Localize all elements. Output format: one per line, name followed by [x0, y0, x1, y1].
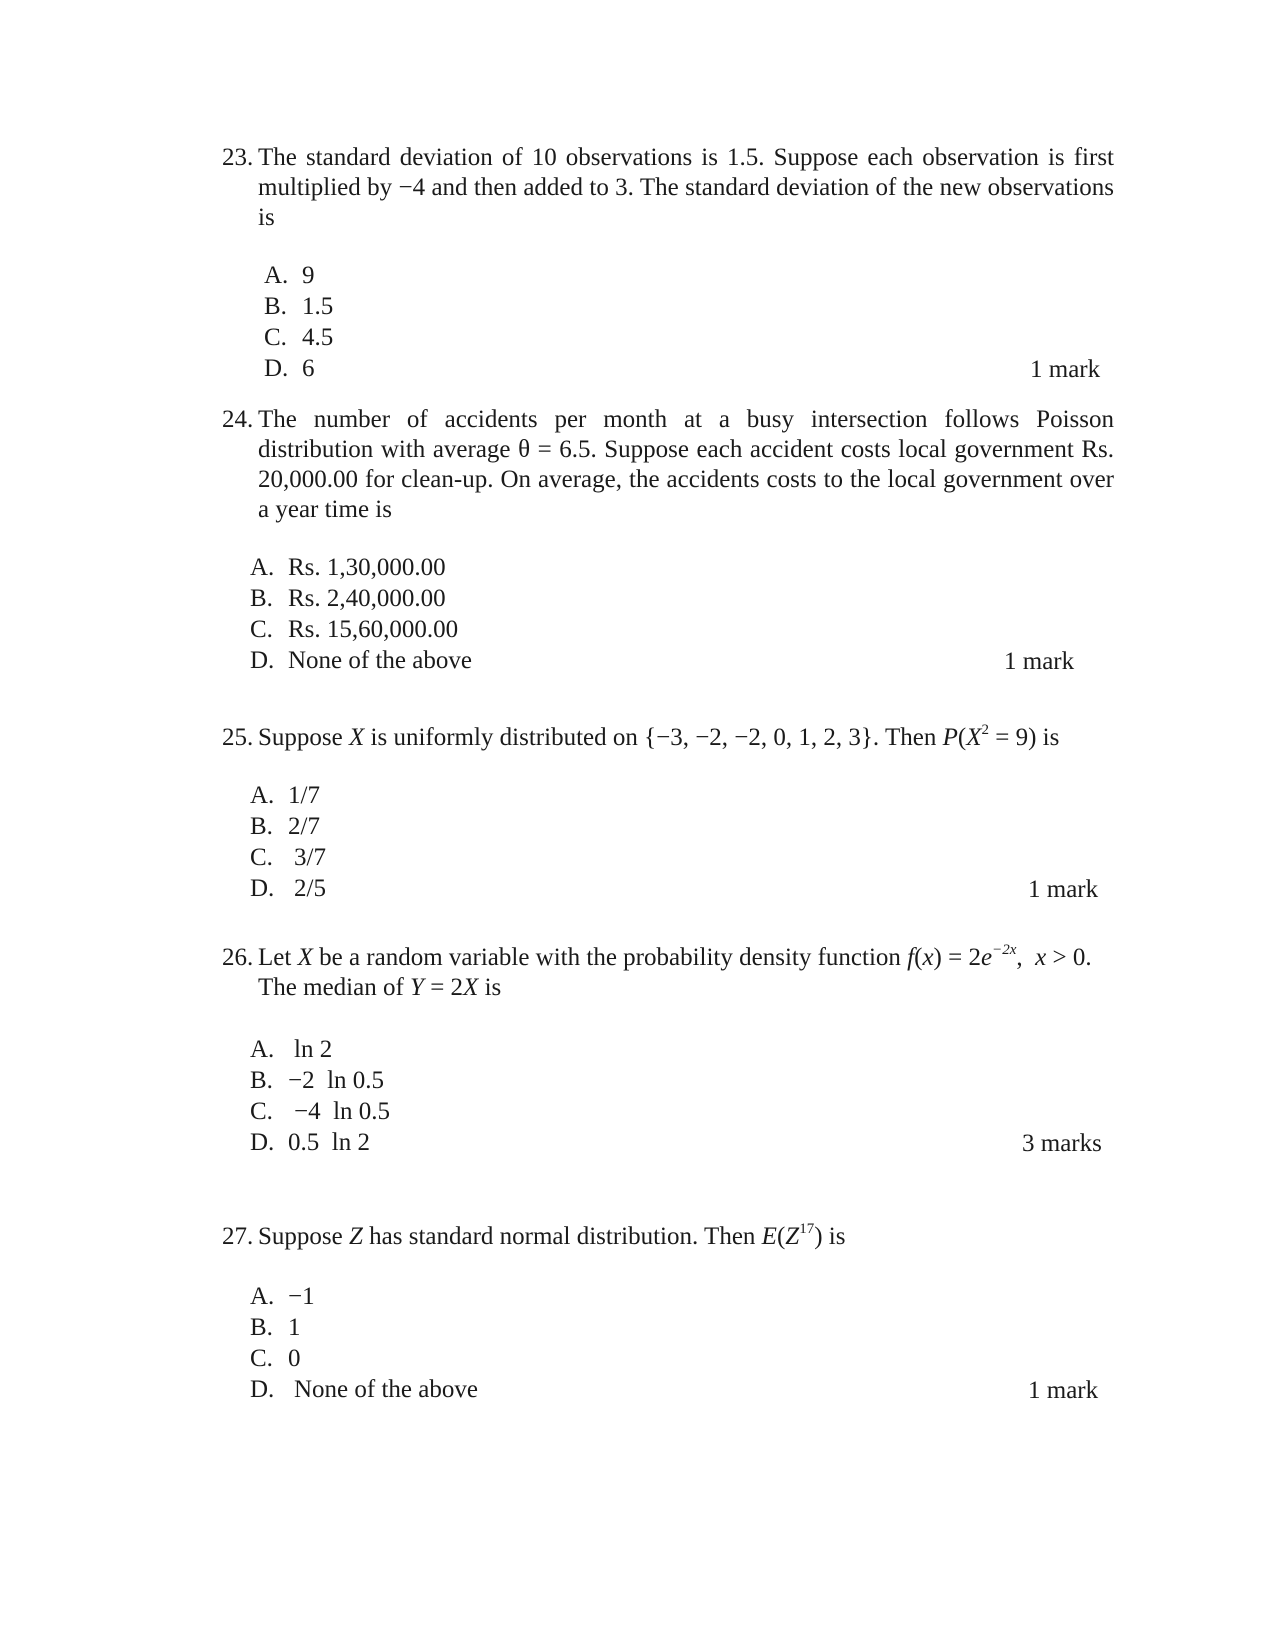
option-b — [250, 1066, 1114, 1097]
text-part: , — [1016, 944, 1036, 971]
marks-label: 1 mark — [1030, 356, 1101, 383]
question-text — [258, 723, 1114, 753]
text-part: has standard normal distribution. Then — [362, 1223, 762, 1250]
math-var: x — [1035, 944, 1047, 971]
option-b — [264, 292, 1114, 323]
option-letter: D. — [250, 1129, 275, 1156]
option-b — [250, 1313, 1114, 1344]
options-list — [250, 1282, 1114, 1406]
option-text: None of the above — [288, 647, 472, 674]
question-26 — [222, 943, 1114, 1159]
option-d — [250, 1375, 1114, 1406]
option-letter: B. — [250, 585, 273, 612]
question-number: 24. — [222, 406, 254, 433]
text-part: be a random variable with the probability density function — [312, 944, 908, 971]
option-letter: D. — [250, 647, 275, 674]
text-part: > 0. The median of — [258, 944, 1092, 1001]
question-25 — [222, 723, 1114, 905]
options-list — [250, 1035, 1114, 1159]
question-23 — [222, 143, 1114, 385]
question-header — [222, 143, 1114, 233]
option-text: 0.5 ln 2 — [288, 1129, 370, 1156]
option-letter: C. — [250, 1345, 273, 1372]
option-text: Rs. 2,40,000.00 — [288, 585, 446, 612]
option-letter: B. — [250, 1067, 273, 1094]
option-text: 1/7 — [288, 782, 320, 809]
option-letter: A. — [250, 782, 275, 809]
option-letter: B. — [264, 293, 287, 320]
text-part: Let — [258, 944, 298, 971]
text-part: ) is — [814, 1223, 846, 1250]
option-c — [250, 615, 1114, 646]
math-var: Z — [785, 1223, 800, 1250]
option-d — [250, 874, 1114, 905]
question-text: The standard deviation of 10 observations is 1.5. Suppose each observation is first multiplied by −4 and then added to 3. The standard deviation of the new observations is — [258, 144, 1114, 231]
math-var: E — [761, 1223, 777, 1250]
option-a — [250, 781, 1114, 812]
option-letter: A. — [250, 554, 275, 581]
math-exponent: 2 — [981, 721, 989, 738]
option-text: 1 — [288, 1314, 301, 1341]
text-part: ( — [776, 1223, 786, 1250]
math-var: X — [348, 724, 365, 751]
option-text: 3/7 — [294, 844, 326, 871]
question-text — [258, 943, 1114, 1003]
question-number: 26. — [222, 944, 254, 971]
math-var: Y — [410, 974, 424, 1001]
option-text: 2/5 — [294, 875, 326, 902]
question-number: 27. — [222, 1223, 254, 1250]
math-var: e — [980, 944, 993, 971]
option-c — [250, 843, 1114, 874]
marks-label: 1 mark — [1028, 876, 1099, 903]
option-letter: A. — [250, 1283, 275, 1310]
math-exponent: −2x — [992, 941, 1017, 958]
option-c — [250, 1097, 1114, 1128]
question-header — [222, 405, 1114, 525]
marks-label: 1 mark — [1004, 648, 1075, 675]
math-var: X — [463, 974, 479, 1001]
option-text: 6 — [302, 355, 315, 382]
question-number: 23. — [222, 144, 254, 171]
option-letter: C. — [250, 1098, 273, 1125]
option-letter: D. — [250, 875, 275, 902]
text-part: Suppose — [258, 724, 349, 751]
option-text: 1.5 — [302, 293, 334, 320]
option-c — [264, 323, 1114, 354]
options-list — [250, 781, 1114, 905]
question-24 — [222, 405, 1114, 677]
option-letter: A. — [264, 262, 289, 289]
question-text: The number of accidents per month at a busy intersection follows Poisson distribution with average θ = 6.5. Suppose each accident costs local government Rs. 20,000.00 for clean-up. On average, the accidents costs to the local government over a year time is — [258, 406, 1114, 523]
marks-label: 3 marks — [1022, 1130, 1102, 1157]
option-text: Rs. 1,30,000.00 — [288, 554, 446, 581]
text-part: Suppose — [258, 1223, 349, 1250]
question-header — [222, 943, 1114, 1003]
options-list — [250, 553, 1114, 677]
question-number: 25. — [222, 724, 254, 751]
option-letter: C. — [250, 616, 273, 643]
option-text: −4 ln 0.5 — [294, 1098, 391, 1125]
option-c — [250, 1344, 1114, 1375]
option-text: −1 — [288, 1283, 315, 1310]
option-text: 2/7 — [288, 813, 320, 840]
option-text: 0 — [288, 1345, 301, 1372]
option-text: 4.5 — [302, 324, 334, 351]
math-var: X — [297, 944, 313, 971]
option-letter: D. — [264, 355, 289, 382]
text-part: is uniformly distributed on {−3, −2, −2, 0, 1, 2, 3}. Then — [364, 724, 943, 751]
options-list — [264, 261, 1114, 385]
marks-label: 1 mark — [1028, 1377, 1099, 1404]
option-a — [250, 1282, 1114, 1313]
question-header — [222, 723, 1114, 753]
option-text: −2 ln 0.5 — [288, 1067, 385, 1094]
option-letter: D. — [250, 1376, 275, 1403]
option-text: Rs. 15,60,000.00 — [288, 616, 459, 643]
option-letter: C. — [264, 324, 287, 351]
text-part: ) = 2 — [933, 944, 981, 971]
text-part: = 2 — [423, 974, 464, 1001]
text-part: = 9) is — [988, 724, 1060, 751]
option-letter: B. — [250, 813, 273, 840]
math-exponent: 17 — [799, 1220, 815, 1237]
math-var: P — [942, 724, 958, 751]
option-letter: B. — [250, 1314, 273, 1341]
option-letter: C. — [250, 844, 273, 871]
option-a — [264, 261, 1114, 292]
text-part: ( — [914, 944, 923, 971]
text-part: ( — [957, 724, 967, 751]
option-b — [250, 584, 1114, 615]
option-a — [250, 1035, 1114, 1066]
option-a — [250, 553, 1114, 584]
math-var: X — [966, 724, 982, 751]
option-d — [264, 354, 1114, 385]
option-letter: A. — [250, 1036, 275, 1063]
option-d — [250, 646, 1114, 677]
option-b — [250, 812, 1114, 843]
option-text: 9 — [302, 262, 315, 289]
option-text: ln 2 — [294, 1036, 333, 1063]
question-text — [258, 1222, 1114, 1252]
math-var: Z — [348, 1223, 363, 1250]
math-var: x — [922, 944, 934, 971]
option-d — [250, 1128, 1114, 1159]
question-27 — [222, 1222, 1114, 1406]
text-part: is — [478, 974, 502, 1001]
option-text: None of the above — [294, 1376, 478, 1403]
math-var: f — [907, 944, 915, 971]
question-header — [222, 1222, 1114, 1252]
